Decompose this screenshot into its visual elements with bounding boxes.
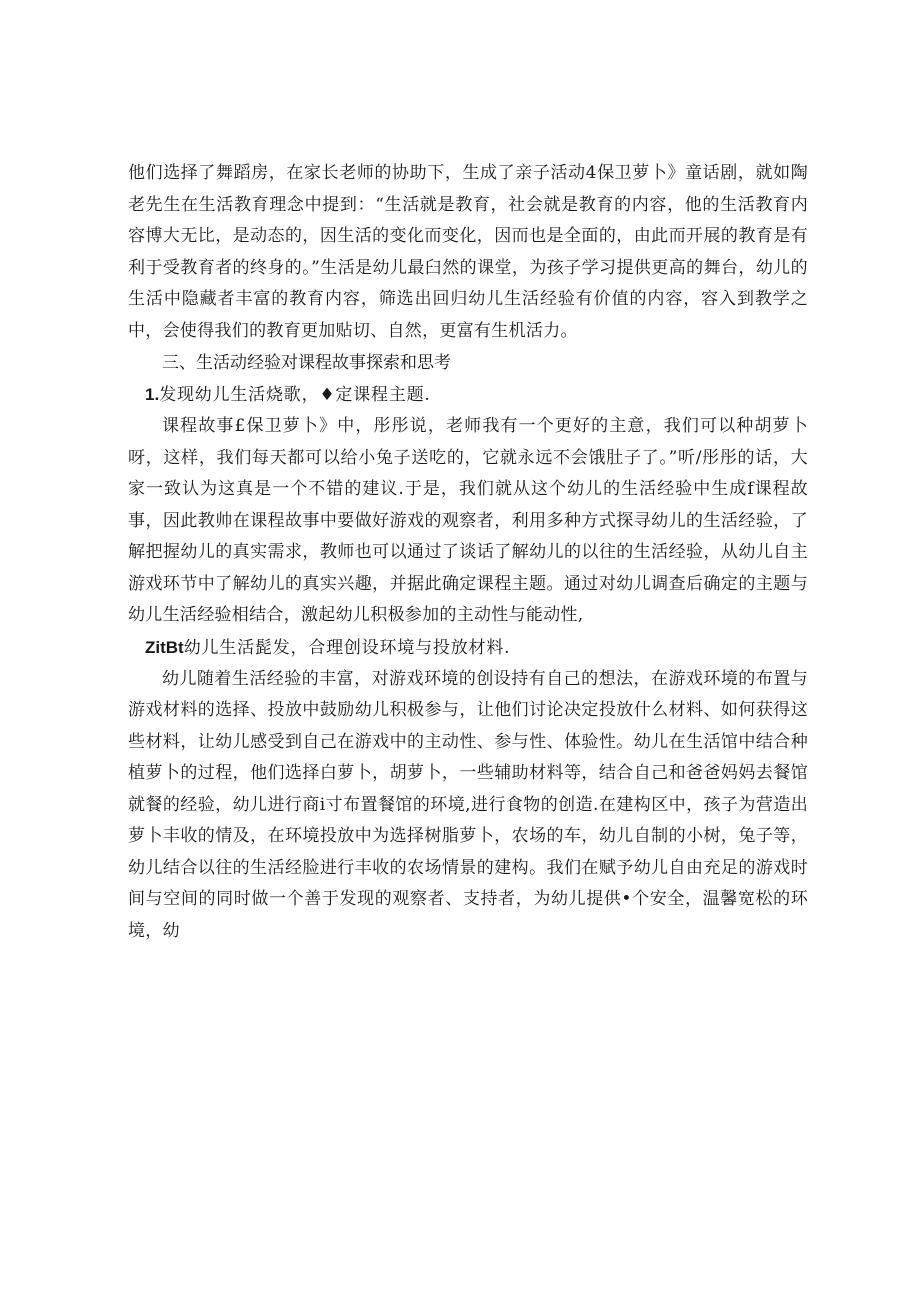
document-body	[128, 158, 808, 947]
subsection-heading-1	[128, 379, 808, 411]
paragraph-intro: 他们选择了舞蹈房，在家长老师的协助下，生成了亲子活动4保卫萝卜》童话剧，就如陶老先生在生活教育理念中提到：“生活就是教育，社会就是教育的内容，他的生活教育内容博大无比，是动态的，因生活的变化而变化，因而也是全面的，由此而开展的教育是有利于受教育者的终身的。”生活是幼儿最臼然的课堂，为孩子学习提供更高的舞台，幼儿的生活中隐藏者丰富的教育内容，筛选出回归幼儿生活经验有价值的内容，容入到教学之中，会使得我们的教育更加贴切、自然，更富有生机活力。	[128, 163, 808, 341]
paragraph-course-story: 课程故事£保卫萝卜》中，彤彤说，老师我有一个更好的主意，我们可以种胡萝卜呀，这样，我们每天都可以给小兔子送吃的，它就永远不会饿肚子了。”听/彤彤的话，大家一致认为这真是一个不错的建议.于是，我们就从这个幼儿的生活经验中生成f课程故事，因此教帅在课程故事中要做好游戏的观察者，利用多种方式探寻幼儿的生活经验，了解把握幼儿的真实需求，教师也可以通过了谈话了解幼儿的以往的生活经验，从幼儿自主游戏环节中了解幼儿的真实兴趣，并据此确定课程主题。通过对幼儿调查后确定的主题与幼儿生活经验相结合，激起幼儿积极参加的主动性与能动性,	[128, 416, 808, 625]
subsection-title-2: 幼儿生活髭发，合理创设环境与投放材料.	[183, 637, 511, 658]
subsection-title-1: 发现幼儿生活烧歌，♦定课程主题.	[159, 385, 431, 405]
subsection-number-1: 1.	[145, 385, 160, 404]
subsection-heading-2	[128, 632, 808, 664]
paragraph-environment: 幼儿随着生活经验的丰富，对游戏环境的创设持有自己的想法，在游戏环境的布置与游戏材料的选择、投放中鼓励幼儿积极参与，让他们讨论决定投放什么材料、如何获得这些材料，让幼儿感受到自己在游戏中的主动性、参与性、体验性。幼儿在生活馆中结合种植萝卜的过程，他们选择白萝卜，胡萝卜，一些辅助材料等，结合自己和爸爸妈妈去餐馆就餐的经验，幼儿进行商i寸布置餐馆的环境,进行食物的创造.在建构区中，孩子为营造出萝卜丰收的情及，在环境投放中为选择树脂萝卜，农场的车，幼儿自制的小树，兔子等，幼儿结合以往的生活经脸进行丰收的农场情景的建构。我们在赋予幼儿自由充足的游戏时间与空间的同时做一个善于发现的观察者、支持者，为幼儿提供•个安全，温馨宽松的环境，幼	[128, 668, 808, 941]
section-heading-3: 三、生活动经验对课程故事探索和思考	[162, 353, 451, 373]
subsection-number-2: ZitBt	[145, 637, 184, 657]
